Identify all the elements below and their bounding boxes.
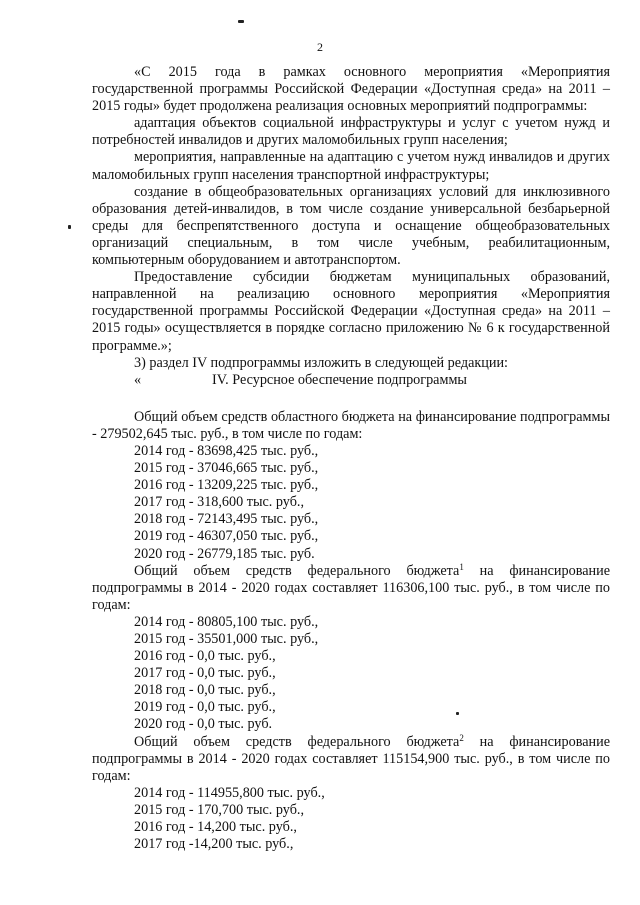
section-title: IV. Ресурсное обеспечение подпрограммы <box>212 371 467 388</box>
section-open-quote: « <box>134 371 142 388</box>
federal-budget-2-intro <box>92 734 610 785</box>
regional-budget-intro: Общий объем средств областного бюджета на финансирование подпрограммы - 279502,645 тыс. руб., в том числе по годам: <box>92 408 610 442</box>
year-line: 2017 год -14,200 тыс. руб., <box>134 836 294 853</box>
year-line: 2014 год - 80805,100 тыс. руб., <box>134 613 319 630</box>
federal-budget-2-years <box>92 785 610 853</box>
paragraph-subsidy: Предоставление субсидии бюджетам муниципальных образований, направленной на реализацию основного мероприятия «Мероприятия государственной программы Российской Федерации «Доступная среда» на 2011 – 2015 годы» осуществляется в порядке согласно приложению № 6 к государственной программе.»; <box>92 269 610 354</box>
year-line: 2020 год - 0,0 тыс. руб. <box>134 716 273 733</box>
federal-budget-1-years <box>92 614 610 734</box>
year-line: 2019 год - 0,0 тыс. руб., <box>134 699 276 716</box>
federal-budget-1-intro-rest: на финансирование подпрограммы в 2014 - 2020 годах составляет 116306,100 тыс. руб., в том числе по годам: <box>92 562 610 613</box>
federal-budget-1-intro <box>92 563 610 614</box>
federal-budget-1-intro-text: Общий объем средств федерального бюджета <box>134 562 460 579</box>
year-line: 2016 год - 0,0 тыс. руб., <box>134 648 276 665</box>
paragraph-section-instruction: 3) раздел IV подпрограммы изложить в следующей редакции: <box>134 354 508 371</box>
paragraph-education: создание в общеобразовательных организациях условий для инклюзивного образования детей-инвалидов, в том числе создание универсальной безбарьерной среды для беспрепятственного доступа и оснащение общеобразовательных организаций специальным, в том числе учебным, реабилитационным, компьютерным оборудованием и автотранспортом. <box>92 183 610 269</box>
year-line: 2014 год - 83698,425 тыс. руб., <box>134 442 319 459</box>
document-body <box>92 64 610 853</box>
year-line: 2017 год - 318,600 тыс. руб., <box>134 494 305 511</box>
year-line: 2016 год - 14,200 тыс. руб., <box>134 819 297 836</box>
year-line: 2015 год - 170,700 тыс. руб., <box>134 801 305 818</box>
spacer <box>92 389 610 409</box>
section-heading <box>92 372 610 389</box>
federal-budget-2-intro-rest: на финансирование подпрограммы в 2014 - 2020 годах составляет 115154,900 тыс. руб., в том числе по годам: <box>92 733 610 784</box>
year-line: 2019 год - 46307,050 тыс. руб., <box>134 528 319 545</box>
regional-budget-years <box>92 443 610 563</box>
federal-budget-2-intro-text: Общий объем средств федерального бюджета <box>134 733 460 750</box>
paragraph-transport: мероприятия, направленные на адаптацию с учетом нужд инвалидов и других маломобильных групп населения транспортной инфраструктуры; <box>92 149 610 183</box>
footnote-marker-2: 2 <box>459 732 464 743</box>
year-line: 2015 год - 35501,000 тыс. руб., <box>134 631 319 647</box>
year-line: 2015 год - 37046,665 тыс. руб., <box>134 460 319 477</box>
year-line: 2014 год - 114955,800 тыс. руб., <box>134 784 325 801</box>
year-line: 2017 год - 0,0 тыс. руб., <box>134 665 276 682</box>
year-line: 2018 год - 72143,495 тыс. руб., <box>134 511 319 528</box>
scan-artifact <box>238 20 244 23</box>
year-line: 2018 год - 0,0 тыс. руб., <box>134 682 276 699</box>
page-number: 2 <box>317 40 323 54</box>
paragraph-adaptation: адаптация объектов социальной инфраструктуры и услуг с учетом нужд и потребностей инвалидов и других маломобильных групп населения; <box>92 115 610 149</box>
year-line: 2020 год - 26779,185 тыс. руб. <box>134 545 315 562</box>
paragraph-intro: «С 2015 года в рамках основного мероприятия «Мероприятия государственной программы Российской Федерации «Доступная среда» на 2011 – 2015 годы» будет продолжена реализация основных мероприятий подпрограммы: <box>92 64 610 115</box>
year-line: 2016 год - 13209,225 тыс. руб., <box>134 477 319 494</box>
scan-artifact <box>68 225 71 229</box>
footnote-marker-1: 1 <box>459 561 464 572</box>
